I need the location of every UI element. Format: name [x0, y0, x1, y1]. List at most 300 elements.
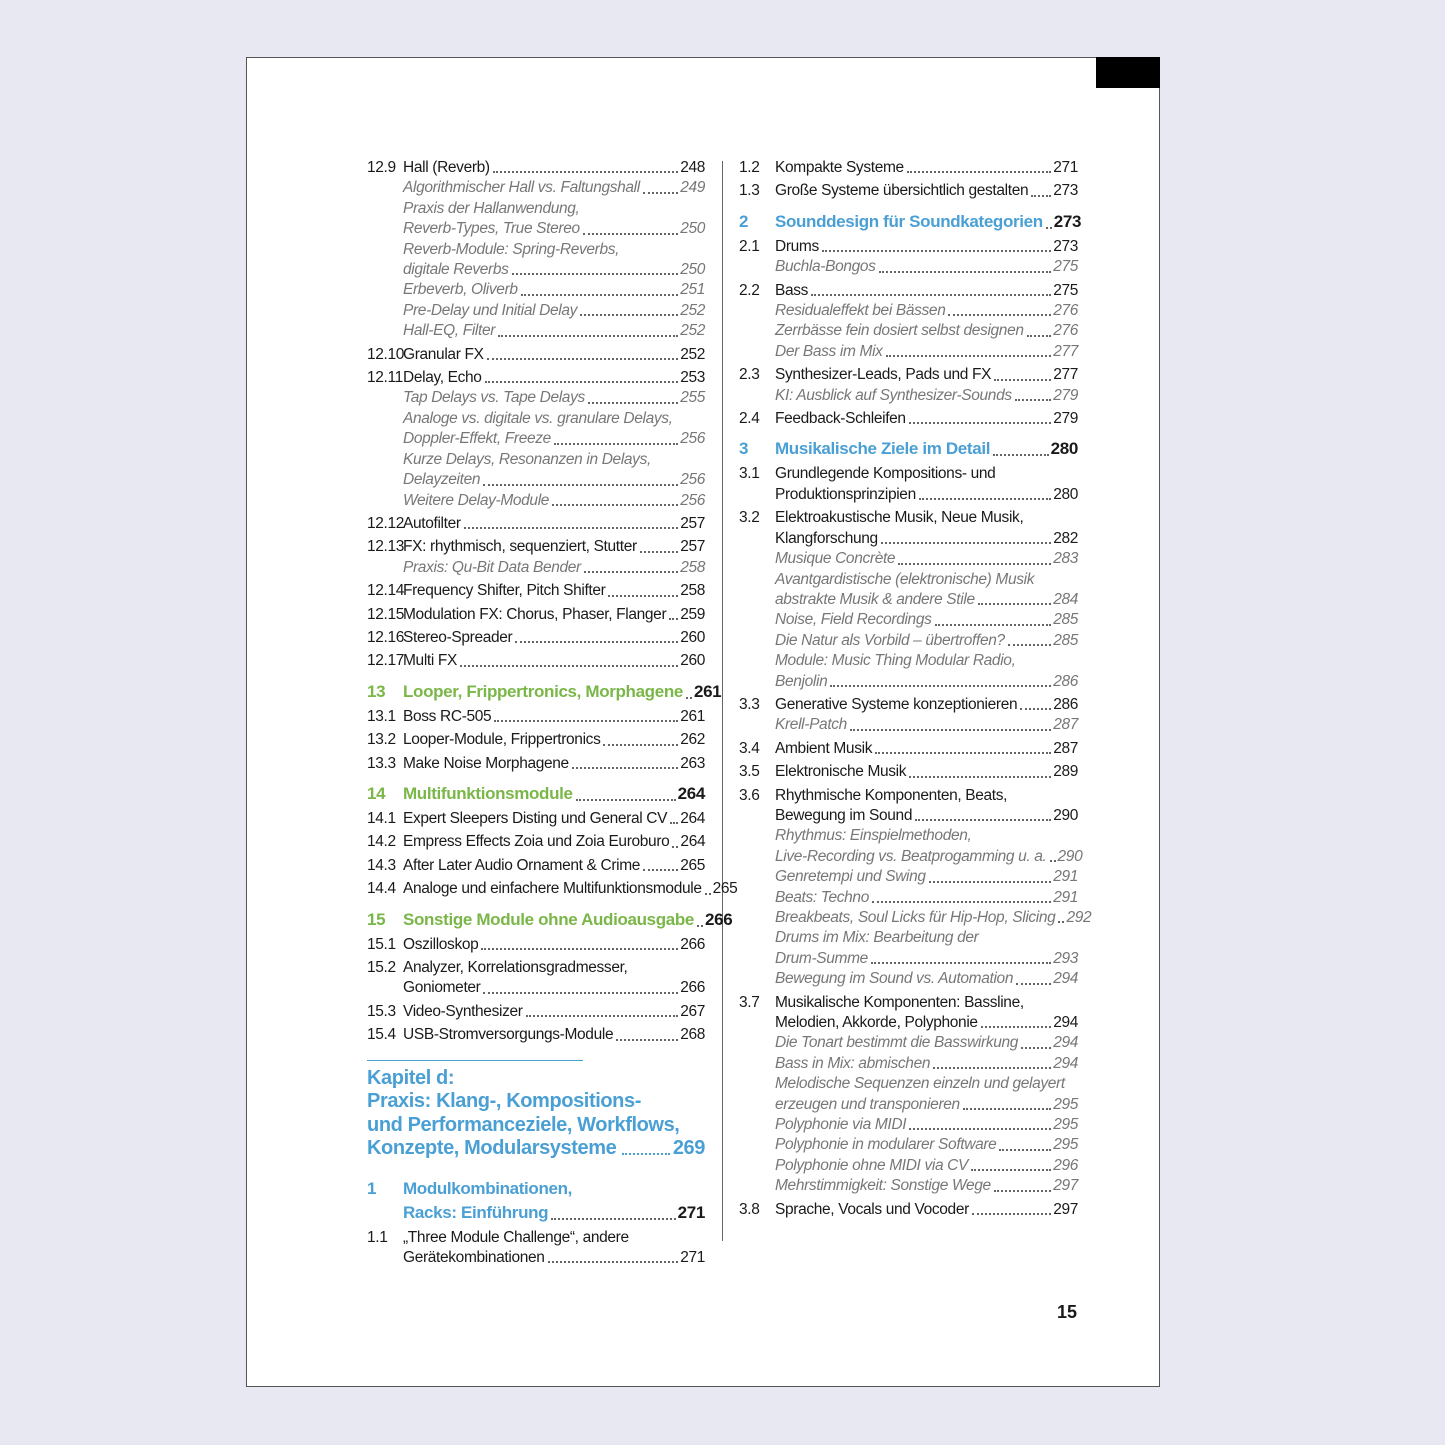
toc-page: 295	[1053, 1136, 1078, 1154]
toc-number: 12.16	[367, 628, 405, 646]
toc-page: 264	[680, 809, 705, 827]
toc-number: 3	[739, 439, 749, 459]
toc-page: 280	[1050, 439, 1078, 459]
toc-title: Musikalische Komponenten: Bassline,	[775, 993, 1024, 1011]
toc-number: 13.1	[367, 707, 396, 725]
toc-page: 280	[1053, 485, 1078, 503]
toc-title: Empress Effects Zoia und Zoia Euroburo	[403, 833, 670, 851]
toc-title: Make Noise Morphagene	[403, 754, 569, 772]
toc-entry	[739, 1156, 1078, 1176]
toc-page: 257	[680, 538, 705, 556]
dot-leader	[1021, 1046, 1051, 1049]
toc-title: Modulation FX: Chorus, Phaser, Flanger	[403, 605, 667, 623]
dot-leader	[994, 378, 1051, 381]
book-page	[246, 57, 1160, 1387]
toc-title: Looper, Frippertronics, Morphagene	[403, 681, 683, 701]
dot-leader	[915, 818, 1051, 821]
toc-entry	[739, 949, 1078, 969]
toc-entry	[739, 651, 1078, 671]
toc-number: 2.3	[739, 366, 760, 384]
toc-title: Noise, Field Recordings	[775, 611, 932, 629]
toc-title: Frequency Shifter, Pitch Shifter	[403, 582, 606, 600]
dot-leader	[978, 602, 1051, 605]
toc-entry	[739, 464, 1078, 484]
toc-number: 12.13	[367, 538, 405, 556]
toc-number: 15.2	[367, 959, 396, 976]
toc-number: 3.4	[739, 739, 760, 757]
toc-page: 279	[1053, 410, 1078, 428]
toc-entry	[739, 1135, 1078, 1155]
dot-leader	[485, 380, 679, 383]
toc-page: 284	[1053, 590, 1078, 608]
dot-leader	[999, 1148, 1051, 1151]
toc-title: Doppler-Effekt, Freeze	[403, 430, 551, 448]
toc-title: Musique Concrète	[775, 550, 896, 568]
kapitel-line: Konzepte, Modularsysteme	[367, 1137, 617, 1160]
toc-title: USB-Stromversorgungs-Module	[403, 1026, 614, 1044]
dot-leader	[1027, 334, 1052, 337]
toc-entry	[367, 978, 705, 998]
toc-title: Stereo-Spreader	[403, 628, 513, 646]
toc-title: Erbeverb, Oliverb	[403, 281, 518, 299]
toc-page: 264	[680, 833, 706, 851]
toc-entry	[739, 570, 1078, 590]
toc-entry	[367, 514, 705, 534]
toc-page: 266	[680, 979, 705, 997]
toc-page: 266	[680, 935, 705, 953]
toc-left-after-list	[367, 1177, 705, 1269]
toc-title: Praxis: Qu-Bit Data Bender	[403, 558, 581, 576]
dot-leader	[879, 270, 1052, 273]
toc-entry	[367, 707, 705, 727]
toc-entry	[367, 605, 705, 625]
toc-entry	[367, 1201, 705, 1225]
toc-entry	[739, 365, 1078, 385]
toc-title: Analyzer, Korrelationsgradmesser,	[403, 959, 628, 976]
kapitel-page: 269	[672, 1137, 705, 1160]
kapitel-rule	[367, 1060, 583, 1061]
toc-title: Beats: Techno	[775, 888, 869, 906]
toc-number: 15.3	[367, 1002, 396, 1020]
dot-leader	[576, 798, 676, 801]
toc-page: 289	[1053, 763, 1078, 781]
toc-entry	[739, 826, 1078, 846]
toc-title: erzeugen und transponieren	[775, 1095, 960, 1113]
dot-leader	[830, 684, 1051, 687]
toc-entry	[739, 485, 1078, 505]
toc-title: Drums im Mix: Bearbeitung der	[775, 929, 979, 947]
toc-entry	[367, 158, 705, 178]
toc-entry	[367, 1025, 705, 1045]
toc-number: 2.4	[739, 410, 760, 428]
toc-entry	[739, 301, 1078, 321]
toc-title: Melodien, Akkorde, Polyphonie	[775, 1014, 978, 1032]
dot-leader	[622, 1153, 669, 1155]
dot-leader	[526, 1014, 679, 1017]
toc-entry	[739, 342, 1078, 362]
toc-page: 271	[680, 1249, 705, 1267]
toc-title: FX: rhythmisch, sequenziert, Stutter	[403, 538, 637, 556]
toc-number: 12.12	[367, 514, 405, 532]
toc-number: 13	[367, 681, 386, 701]
toc-title: Granular FX	[403, 345, 484, 363]
toc-title: Rhythmus: Einspielmethoden,	[775, 827, 972, 845]
toc-number: 12.10	[367, 345, 405, 363]
dot-leader	[521, 293, 679, 296]
toc-title: Musikalische Ziele im Detail	[775, 439, 991, 459]
toc-number: 15.1	[367, 935, 396, 953]
toc-entry	[367, 178, 705, 198]
toc-entry	[739, 437, 1078, 461]
dot-leader	[963, 1107, 1051, 1110]
toc-title: Polyphonie ohne MIDI via CV	[775, 1156, 969, 1174]
dot-leader	[850, 728, 1051, 731]
toc-entry	[367, 558, 705, 578]
toc-page: 283	[1053, 550, 1078, 568]
toc-title: Hall (Reverb)	[403, 159, 490, 176]
toc-title: Bewegung im Sound	[775, 806, 913, 824]
kapitel-heading	[367, 1067, 705, 1161]
toc-title: „Three Module Challenge“, andere	[403, 1228, 629, 1246]
toc-entry	[367, 1248, 705, 1268]
toc-entry	[367, 199, 705, 219]
toc-page: 273	[1053, 237, 1078, 255]
toc-page: 291	[1053, 888, 1078, 906]
toc-number: 3.7	[739, 993, 760, 1011]
toc-number: 3.5	[739, 763, 760, 781]
dot-leader	[481, 947, 678, 950]
toc-title: Kompakte Systeme	[775, 159, 904, 176]
dot-leader	[909, 1127, 1051, 1130]
dot-leader	[948, 313, 1051, 316]
dot-leader	[1031, 194, 1051, 197]
toc-page: 271	[677, 1202, 705, 1222]
toc-title: abstrakte Musik & andere Stile	[775, 590, 975, 608]
dot-leader	[643, 868, 678, 871]
toc-title: Goniometer	[403, 979, 481, 997]
toc-page: 273	[1053, 182, 1078, 200]
toc-entry	[739, 508, 1078, 528]
toc-entry	[739, 181, 1078, 201]
toc-title: Die Tonart bestimmt die Basswirkung	[775, 1034, 1019, 1052]
toc-number: 1.3	[739, 182, 760, 200]
toc-title: Expert Sleepers Disting und General CV	[403, 809, 668, 827]
toc-page: 286	[1053, 672, 1078, 690]
toc-page: 256	[680, 491, 705, 509]
toc-title: Boss RC-505	[403, 707, 492, 725]
toc-entry	[739, 590, 1078, 610]
toc-number: 3.8	[739, 1200, 760, 1218]
toc-page: 282	[1053, 529, 1078, 547]
toc-title: Kurze Delays, Resonanzen in Delays,	[403, 450, 651, 468]
toc-entry	[367, 345, 705, 365]
toc-entry	[739, 1176, 1078, 1196]
dot-leader	[464, 526, 679, 529]
dot-leader	[872, 900, 1051, 903]
toc-entry	[739, 1115, 1078, 1135]
dot-leader	[933, 1066, 1051, 1069]
toc-entry	[739, 672, 1078, 692]
toc-title: Racks: Einführung	[403, 1202, 549, 1222]
toc-title: Looper-Module, Frippertronics	[403, 731, 601, 749]
toc-title: Sounddesign für Soundkategorien	[775, 211, 1043, 231]
toc-page: 290	[1057, 847, 1083, 865]
toc-title: Generative Systeme konzeptionieren	[775, 695, 1018, 713]
dot-leader	[493, 170, 678, 173]
toc-title: Pre-Delay und Initial Delay	[403, 301, 578, 319]
toc-page: 257	[680, 514, 705, 532]
toc-page: 275	[1053, 258, 1078, 276]
dot-leader	[907, 170, 1051, 173]
toc-page: 250	[680, 261, 705, 279]
toc-entry	[367, 908, 733, 932]
dot-leader	[554, 442, 678, 445]
toc-title: Elektroakustische Musik, Neue Musik,	[775, 509, 1024, 527]
toc-entry	[739, 806, 1078, 826]
dot-leader	[608, 594, 678, 597]
toc-title: Elektronische Musik	[775, 763, 907, 781]
dot-leader	[981, 1025, 1052, 1028]
toc-entry	[367, 537, 705, 557]
toc-entry	[367, 388, 705, 408]
toc-entry	[739, 762, 1078, 782]
toc-title: Delayzeiten	[403, 471, 481, 489]
dot-leader	[875, 751, 1051, 754]
toc-entry	[367, 1228, 705, 1248]
toc-page: 287	[1053, 716, 1078, 734]
toc-title: Multifunktionsmodule	[403, 783, 573, 803]
toc-entry	[367, 680, 722, 704]
toc-title: Polyphonie in modularer Software	[775, 1136, 997, 1154]
dot-leader	[898, 562, 1051, 565]
toc-entry	[739, 529, 1078, 549]
toc-entry	[739, 908, 1092, 928]
kapitel-line: und Performanceziele, Workflows,	[367, 1113, 680, 1136]
toc-entry	[739, 386, 1078, 406]
toc-page: 250	[680, 220, 705, 238]
toc-entry	[739, 847, 1083, 867]
toc-entry	[739, 549, 1078, 569]
toc-title: Analoge vs. digitale vs. granulare Delays,	[403, 409, 673, 427]
dot-leader	[993, 453, 1049, 456]
toc-page: 266	[705, 909, 733, 929]
toc-title: Oszilloskop	[403, 935, 479, 953]
dot-leader	[919, 497, 1051, 500]
toc-entry	[367, 832, 705, 852]
toc-title: Synthesizer-Leads, Pads und FX	[775, 366, 992, 384]
toc-entry	[367, 730, 705, 750]
toc-title: Genretempi und Swing	[775, 868, 926, 886]
toc-title: Benjolin	[775, 672, 828, 690]
toc-title: Grundlegende Kompositions- und	[775, 465, 996, 483]
dot-leader	[640, 550, 678, 553]
toc-entry	[367, 321, 705, 341]
dot-leader	[909, 421, 1051, 424]
toc-title: Buchla-Bongos	[775, 258, 876, 276]
toc-entry	[739, 786, 1078, 806]
dot-leader	[483, 483, 678, 486]
toc-title: Drums	[775, 237, 819, 255]
toc-entry	[367, 409, 705, 429]
toc-entry	[739, 257, 1078, 277]
toc-number: 3.2	[739, 509, 760, 527]
toc-page: 253	[680, 369, 705, 387]
dot-leader	[483, 991, 678, 994]
toc-entry	[739, 1013, 1078, 1033]
toc-page: 259	[680, 605, 705, 623]
toc-page: 261	[680, 707, 705, 725]
dot-leader	[929, 880, 1052, 883]
toc-page: 275	[1053, 281, 1078, 299]
dot-leader	[1015, 398, 1051, 401]
toc-title: Bewegung im Sound vs. Automation	[775, 970, 1014, 988]
toc-page: 258	[680, 558, 705, 576]
dot-leader	[580, 313, 678, 316]
toc-page: 276	[1053, 302, 1078, 320]
toc-entry	[739, 321, 1078, 341]
toc-page: 260	[680, 628, 705, 646]
toc-entry	[367, 260, 705, 280]
toc-page: 256	[680, 471, 705, 489]
kapitel-last-line	[367, 1137, 705, 1161]
dot-leader	[972, 1212, 1051, 1215]
toc-page: 249	[680, 179, 705, 197]
dot-leader	[498, 334, 678, 337]
toc-number: 15.4	[367, 1026, 396, 1044]
toc-entry	[739, 888, 1078, 908]
dot-leader	[460, 664, 678, 667]
dot-leader	[548, 1260, 679, 1263]
toc-number: 14.2	[367, 833, 396, 851]
toc-entry	[367, 935, 705, 955]
dot-leader	[494, 719, 678, 722]
toc-entry	[739, 409, 1078, 429]
toc-title: Sprache, Vocals und Vocoder	[775, 1200, 969, 1218]
toc-entry	[367, 651, 705, 671]
toc-title: Hall-EQ, Filter	[403, 322, 496, 340]
toc-right-column	[739, 158, 1092, 1220]
dot-leader	[512, 272, 679, 275]
toc-title: Praxis der Hallanwendung,	[403, 199, 580, 217]
toc-entry	[367, 1002, 705, 1022]
toc-page: 292	[1066, 909, 1092, 926]
toc-entry	[739, 993, 1078, 1013]
toc-entry	[367, 491, 705, 511]
toc-number: 3.6	[739, 786, 760, 804]
dot-leader	[886, 354, 1052, 357]
toc-entry	[367, 301, 705, 321]
dot-leader	[909, 775, 1051, 778]
toc-number: 14.3	[367, 856, 396, 874]
toc-entry	[367, 470, 705, 490]
toc-entry	[367, 240, 705, 260]
toc-title: Melodische Sequenzen einzeln und gelayert	[775, 1075, 1065, 1093]
toc-page: 285	[1053, 611, 1078, 629]
toc-page: 262	[680, 731, 705, 749]
toc-left-list	[367, 158, 738, 1046]
dot-leader	[822, 249, 1051, 252]
toc-number: 12.9	[367, 159, 396, 176]
kapitel-line: Praxis: Klang-, Kompositions-	[367, 1090, 641, 1113]
toc-title: Module: Music Thing Modular Radio,	[775, 652, 1016, 670]
toc-title: digitale Reverbs	[403, 261, 509, 279]
toc-title: Der Bass im Mix	[775, 342, 883, 360]
dot-leader	[616, 1038, 678, 1041]
toc-page: 295	[1053, 1116, 1078, 1134]
kapitel-line: Kapitel d:	[367, 1066, 455, 1089]
toc-page: 260	[680, 652, 705, 670]
toc-page: 256	[680, 430, 705, 448]
toc-page: 293	[1053, 949, 1078, 967]
dot-leader	[643, 191, 678, 194]
toc-entry	[739, 237, 1078, 257]
toc-entry	[739, 631, 1078, 651]
toc-entry	[739, 158, 1078, 178]
toc-page: 297	[1053, 1177, 1078, 1195]
toc-number: 15	[367, 909, 386, 929]
toc-entry	[739, 210, 1082, 234]
toc-number: 1	[367, 1178, 377, 1198]
page-number: 15	[1056, 1302, 1077, 1322]
toc-right-list	[739, 158, 1092, 1220]
toc-left-column	[367, 158, 738, 1268]
toc-entry	[739, 1074, 1078, 1094]
toc-entry	[367, 450, 705, 470]
toc-title: Produktionsprinzipien	[775, 485, 916, 503]
dot-leader	[572, 766, 678, 769]
toc-entry	[367, 628, 705, 648]
toc-page: 287	[1053, 739, 1078, 757]
toc-entry	[367, 368, 705, 388]
toc-title: Klangforschung	[775, 529, 878, 547]
toc-page: 291	[1053, 868, 1078, 886]
toc-title: Breakbeats, Soul Licks für Hip-Hop, Slicing	[775, 909, 1056, 926]
toc-title: Rhythmische Komponenten, Beats,	[775, 786, 1008, 804]
toc-number: 2.1	[739, 237, 760, 255]
dot-leader	[1016, 982, 1051, 985]
toc-entry	[367, 782, 705, 806]
toc-entry	[367, 280, 705, 300]
toc-entry	[367, 879, 738, 899]
toc-page: 263	[680, 754, 705, 772]
toc-number: 12.15	[367, 605, 405, 623]
dot-leader	[1020, 707, 1051, 710]
toc-page: 252	[680, 322, 705, 340]
toc-entry	[367, 856, 705, 876]
dot-leader	[515, 640, 678, 643]
toc-entry	[739, 1095, 1078, 1115]
toc-page: 277	[1053, 342, 1078, 360]
dot-leader	[935, 623, 1052, 626]
toc-entry	[739, 969, 1078, 989]
toc-page: 273	[1053, 211, 1082, 231]
toc-page: 252	[680, 301, 705, 319]
toc-page: 294	[1053, 1034, 1078, 1052]
toc-entry	[367, 581, 705, 601]
toc-title: Feedback-Schleifen	[775, 410, 906, 428]
dot-leader	[871, 961, 1051, 964]
toc-page: 268	[680, 1026, 705, 1044]
dot-leader	[670, 821, 678, 824]
dot-leader	[1008, 643, 1051, 646]
toc-number: 1.1	[367, 1228, 388, 1246]
toc-title: KI: Ausblick auf Synthesizer-Sounds	[775, 386, 1012, 404]
toc-title: Residualeffekt bei Bässen	[775, 302, 946, 320]
toc-title: Live-Recording vs. Beatprogamming u. a.	[775, 847, 1047, 865]
toc-page: 251	[680, 281, 705, 299]
toc-title: Analoge und einfachere Multifunktionsmodule	[403, 880, 702, 898]
toc-title: Gerätekombinationen	[403, 1249, 545, 1267]
